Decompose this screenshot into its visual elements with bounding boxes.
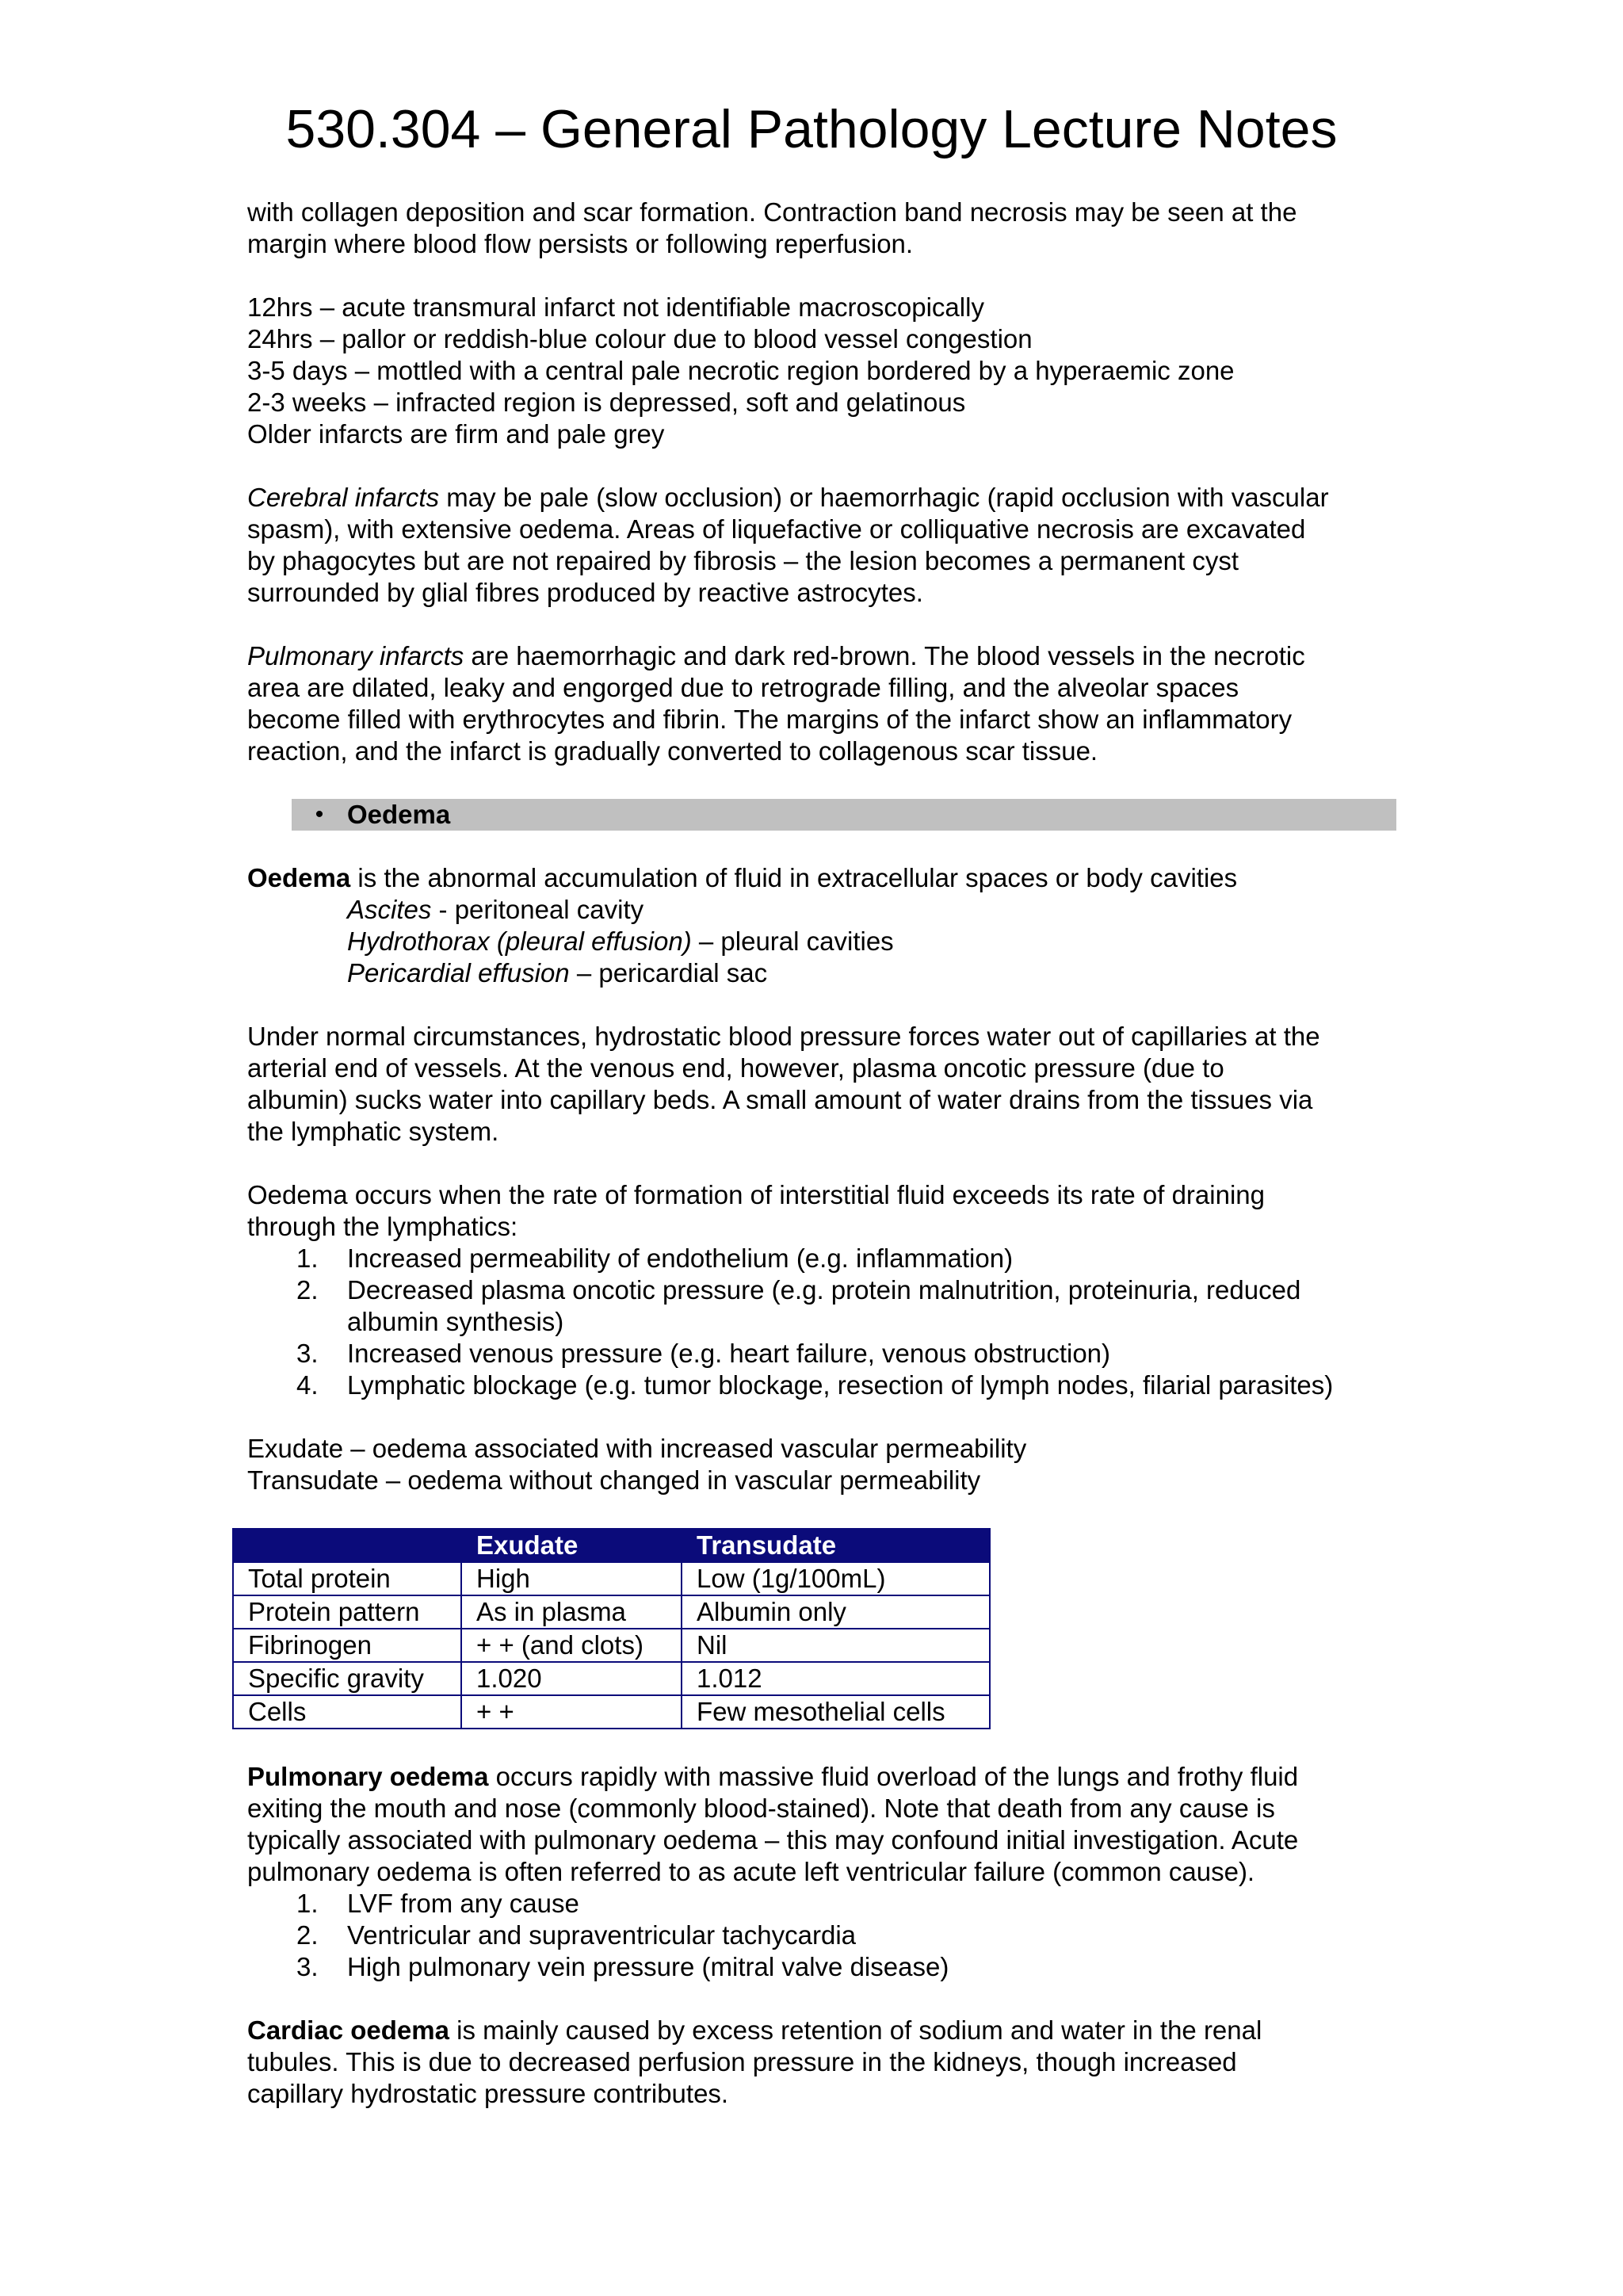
text-fragment: is mainly caused by excess retention of sodium and water in the renal <box>449 2015 1262 2045</box>
list-item <box>247 957 1396 989</box>
list-text: LVF from any cause <box>347 1889 579 1918</box>
text-fragment: is the abnormal accumulation of fluid in extracellular spaces or body cavities <box>350 863 1238 892</box>
normal-circumstances-paragraph <box>247 1021 1396 1148</box>
section-heading-oedema <box>292 799 1396 831</box>
list-item <box>247 1951 1396 1983</box>
table-row <box>233 1595 990 1629</box>
intro-paragraph <box>247 197 1396 260</box>
text-fragment: may be pale (slow occlusion) or haemorrhagic (rapid occlusion with vascular <box>439 483 1329 512</box>
text-line: margin where blood flow persists or following reperfusion. <box>247 229 914 258</box>
table-cell: Few mesothelial cells <box>682 1695 990 1729</box>
table-cell: 1.020 <box>461 1662 682 1695</box>
table-header-cell: Transudate <box>682 1529 990 1562</box>
list-number: 4. <box>296 1370 319 1400</box>
table-cell: + + (and clots) <box>461 1629 682 1662</box>
text-line: surrounded by glial fibres produced by reactive astrocytes. <box>247 578 923 607</box>
table-cell: Nil <box>682 1629 990 1662</box>
text-line: by phagocytes but are not repaired by fibrosis – the lesion becomes a permanent cyst <box>247 546 1239 575</box>
term-cardiac-oedema: Cardiac oedema <box>247 2015 449 2045</box>
list-text: Ventricular and supraventricular tachycardia <box>347 1920 857 1950</box>
list-item <box>247 894 1396 926</box>
table-cell: Albumin only <box>682 1595 990 1629</box>
timeline-entry: 3-5 days – mottled with a central pale necrotic region bordered by a hyperaemic zone <box>247 356 1235 385</box>
text-line: with collagen deposition and scar formation. Contraction band necrosis may be seen at the <box>247 197 1297 227</box>
list-text: albumin synthesis) <box>347 1307 564 1336</box>
page-title: 530.304 – General Pathology Lecture Notes <box>285 99 1338 159</box>
term-hydrothorax: Hydrothorax (pleural effusion) <box>347 926 692 956</box>
table-row <box>233 1695 990 1729</box>
causes-list <box>247 1243 1396 1401</box>
term-pulmonary-infarcts: Pulmonary infarcts <box>247 641 464 670</box>
infarct-timeline <box>247 292 1396 450</box>
timeline-entry: 2-3 weeks – infracted region is depressed, soft and gelatinous <box>247 388 966 417</box>
list-item <box>247 926 1396 957</box>
term-pulmonary-oedema: Pulmonary oedema <box>247 1762 489 1791</box>
text-line <box>247 482 1396 514</box>
table-header-cell: Exudate <box>461 1529 682 1562</box>
exudate-transudate-definitions <box>247 1433 1396 1496</box>
text-line: albumin) sucks water into capillary beds. A small amount of water drains from the tissues via <box>247 1085 1313 1114</box>
text-line: exiting the mouth and nose (commonly blood-stained). Note that death from any cause is <box>247 1794 1275 1823</box>
transudate-definition: Transudate – oedema without changed in vascular permeability <box>247 1465 981 1495</box>
timeline-entry: Older infarcts are firm and pale grey <box>247 419 665 449</box>
table-cell: 1.012 <box>682 1662 990 1695</box>
text-line: Under normal circumstances, hydrostatic blood pressure forces water out of capillaries at the <box>247 1022 1320 1051</box>
table-header-row <box>233 1529 990 1562</box>
list-number: 2. <box>296 1275 319 1305</box>
list-text: High pulmonary vein pressure (mitral valve disease) <box>347 1952 949 1981</box>
table-row <box>233 1629 990 1662</box>
text-fragment: are haemorrhagic and dark red-brown. The blood vessels in the necrotic <box>464 641 1305 670</box>
list-item <box>247 1338 1396 1370</box>
text-line: pulmonary oedema is often referred to as acute left ventricular failure (common cause). <box>247 1857 1255 1886</box>
list-item <box>247 1888 1396 1920</box>
timeline-entry: 24hrs – pallor or reddish-blue colour due to blood vessel congestion <box>247 324 1033 353</box>
list-number: 3. <box>296 1339 319 1368</box>
text-line: capillary hydrostatic pressure contributes. <box>247 2079 729 2108</box>
timeline-entry: 12hrs – acute transmural infarct not identifiable macroscopically <box>247 292 984 322</box>
text-line: area are dilated, leaky and engorged due to retrograde filling, and the alveolar spaces <box>247 673 1239 702</box>
list-number: 1. <box>296 1244 319 1273</box>
text-line <box>247 640 1396 672</box>
list-text: Lymphatic blockage (e.g. tumor blockage, resection of lymph nodes, filarial parasites) <box>347 1370 1334 1400</box>
text-line: through the lymphatics: <box>247 1212 518 1241</box>
text-line: tubules. This is due to decreased perfusion pressure in the kidneys, though increased <box>247 2047 1237 2076</box>
table-cell: Protein pattern <box>233 1595 461 1629</box>
list-number: 1. <box>296 1889 319 1918</box>
list-item <box>247 1274 1396 1338</box>
exudate-transudate-table <box>232 1528 991 1729</box>
exudate-definition: Exudate – oedema associated with increased vascular permeability <box>247 1434 1027 1463</box>
text-line: arterial end of vessels. At the venous end, however, plasma oncotic pressure (due to <box>247 1053 1224 1083</box>
term-pericardial-effusion: Pericardial effusion <box>347 958 570 988</box>
table-header-cell <box>233 1529 461 1562</box>
text-fragment: – pleural cavities <box>691 926 894 956</box>
term-cerebral-infarcts: Cerebral infarcts <box>247 483 440 512</box>
table-cell: Cells <box>233 1695 461 1729</box>
list-item <box>247 1243 1396 1274</box>
pulmonary-oedema-section <box>247 1761 1396 1983</box>
text-fragment: occurs rapidly with massive fluid overload of the lungs and frothy fluid <box>488 1762 1299 1791</box>
term-ascites: Ascites <box>347 895 432 924</box>
list-number: 2. <box>296 1920 319 1950</box>
table-cell: + + <box>461 1695 682 1729</box>
oedema-definition <box>247 862 1396 989</box>
table-row <box>233 1662 990 1695</box>
text-line: the lymphatic system. <box>247 1117 499 1146</box>
text-fragment: - peritoneal cavity <box>431 895 644 924</box>
table-cell: Low (1g/100mL) <box>682 1562 990 1595</box>
cerebral-infarcts-paragraph <box>247 482 1396 609</box>
list-text: Increased venous pressure (e.g. heart failure, venous obstruction) <box>347 1339 1111 1368</box>
table-cell: Total protein <box>233 1562 461 1595</box>
text-line <box>247 2015 1396 2046</box>
cardiac-oedema-paragraph <box>247 2015 1396 2110</box>
table-cell: Fibrinogen <box>233 1629 461 1662</box>
oedema-causes <box>247 1179 1396 1401</box>
text-line: reaction, and the infarct is gradually converted to collagenous scar tissue. <box>247 736 1098 766</box>
text-line: Oedema occurs when the rate of formation of interstitial fluid exceeds its rate of draining <box>247 1180 1265 1209</box>
text-line <box>247 1761 1396 1793</box>
text-fragment: – pericardial sac <box>569 958 768 988</box>
list-text: Increased permeability of endothelium (e.g. inflammation) <box>347 1244 1014 1273</box>
comparison-table-wrapper <box>232 1528 1396 1729</box>
text-line: spasm), with extensive oedema. Areas of liquefactive or colliquative necrosis are excavated <box>247 514 1306 544</box>
text-line <box>247 862 1396 894</box>
list-item <box>247 1370 1396 1401</box>
text-line: typically associated with pulmonary oedema – this may confound initial investigation. Acute <box>247 1825 1299 1855</box>
table-cell: As in plasma <box>461 1595 682 1629</box>
table-cell: High <box>461 1562 682 1595</box>
pulmonary-causes-list <box>247 1888 1396 1983</box>
table-row <box>233 1562 990 1595</box>
term-oedema: Oedema <box>247 863 351 892</box>
bullet-icon: • <box>315 801 324 827</box>
list-text: Decreased plasma oncotic pressure (e.g. protein malnutrition, proteinuria, reduced <box>347 1275 1301 1305</box>
list-item <box>247 1920 1396 1951</box>
text-line: become filled with erythrocytes and fibrin. The margins of the infarct show an inflammatory <box>247 705 1293 734</box>
document-body <box>247 197 1396 2110</box>
pulmonary-infarcts-paragraph <box>247 640 1396 767</box>
table-cell: Specific gravity <box>233 1662 461 1695</box>
list-number: 3. <box>296 1952 319 1981</box>
section-heading-label: Oedema <box>347 800 451 829</box>
